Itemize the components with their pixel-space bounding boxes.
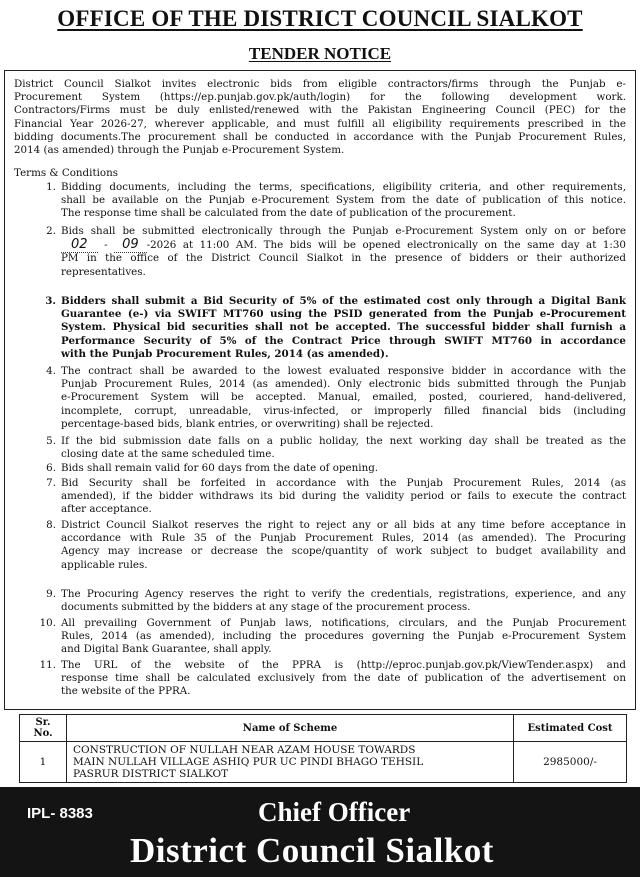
term-line: applicable rules. bbox=[61, 558, 148, 571]
term-number: 10. bbox=[39, 617, 56, 629]
terms-heading: Terms & Conditions bbox=[14, 167, 118, 179]
page-title: OFFICE OF THE DISTRICT COUNCIL SIALKOT bbox=[57, 6, 583, 31]
term-text bbox=[61, 435, 626, 461]
term-line: shall be available on the Punjab e-Procurement System from the date of publication of this notice. bbox=[61, 194, 626, 207]
term-line: The response time shall be calculated from the date of publication of the procurement. bbox=[61, 207, 516, 220]
term-number: 7. bbox=[46, 477, 56, 489]
term-text bbox=[61, 365, 626, 431]
intro-line: Contractors/Firms must be duly enlisted/renewed with the Pakistan Engineering Council (PEC) for the bbox=[14, 104, 626, 117]
term-text bbox=[61, 181, 626, 221]
table-row bbox=[20, 742, 627, 783]
term-text bbox=[61, 225, 626, 279]
term-line: percentage-based bids, blank entries, or overwriting) shall be rejected. bbox=[61, 417, 434, 430]
term-line: 02 - 09 -2026 at 11:00 AM. The bids will be opened electronically on the same day at 1:30 bbox=[61, 238, 626, 252]
intro-line: bidding documents.The procurement shall be conducted in accordance with the Punjab Procurement Rules, bbox=[14, 130, 626, 143]
term-line-rest: -2026 at 11:00 AM. The bids will be opened electronically on the same day at 1:30 bbox=[146, 239, 626, 252]
officer-title: Chief Officer bbox=[258, 797, 411, 827]
term-line: after acceptance. bbox=[61, 503, 152, 516]
term-line: Bidders shall submit a Bid Security of 5% of the estimated cost only through a Digital Bank bbox=[61, 295, 626, 307]
term-line: If the bid submission date falls on a public holiday, the next working day shall be treated as the bbox=[61, 435, 626, 447]
council-name: District Council Sialkot bbox=[130, 831, 494, 870]
term-line: Performance Security of 5% of the Contract Price through SWIFT MT760 in accordance bbox=[61, 334, 626, 347]
header-sr-label: Sr. No. bbox=[33, 717, 53, 739]
cell-scheme-name bbox=[67, 742, 514, 783]
scheme-line: PASRUR DISTRICT SIALKOT bbox=[73, 768, 229, 780]
footer-band bbox=[0, 787, 640, 877]
term-text bbox=[61, 588, 626, 614]
table-body bbox=[20, 742, 627, 783]
term-line: with the Punjab Procurement Rules, 2014 (as amended). bbox=[61, 347, 389, 360]
term-line: Bid Security shall be forfeited in accordance with the Punjab Procurement Rules, 2014 (as bbox=[61, 477, 626, 489]
term-line: Agency may increase or decrease the scope/quantity of work subject to budget availability and bbox=[61, 545, 626, 558]
term-text bbox=[61, 617, 626, 657]
term-line: Rules, 2014 (as amended), including the procedures governing the Punjab e-Procurement System bbox=[61, 630, 626, 643]
term-number: 11. bbox=[39, 659, 56, 671]
intro-line: Financial Year 2026-27, wherever applicable, and must fulfill all eligibility requirements prescribed in the bbox=[14, 117, 626, 130]
term-number: 5. bbox=[46, 435, 56, 447]
term-line: documents submitted by the bidders at any stage of the procurement process. bbox=[61, 601, 471, 614]
term-line: The Procuring Agency reserves the right to verify the credentials, registrations, experience, and any bbox=[61, 588, 626, 600]
header-sr-no bbox=[20, 715, 67, 742]
term-number: 9. bbox=[46, 588, 56, 600]
term-line: closing date at the same scheduled time. bbox=[61, 448, 275, 461]
term-text bbox=[61, 295, 626, 361]
term-number: 4. bbox=[46, 365, 56, 377]
term-text bbox=[61, 659, 626, 699]
term-line: Punjab Procurement Rules, 2014 (as amended). Only electronic bids submitted through the Punjab bbox=[61, 378, 626, 391]
handwritten-month: 09 bbox=[114, 237, 147, 253]
term-line: The URL of the website of the PPRA is (http://eproc.punjab.gov.pk/ViewTender.aspx) and bbox=[61, 659, 626, 671]
term-line: e-Procurement System will be accepted. Manual, emailed, posted, couriered, hand-delivered, bbox=[61, 391, 626, 404]
term-line: Bidding documents, including the terms, specifications, eligibility criteria, and other requirements, bbox=[61, 181, 626, 193]
term-line: All prevailing Government of Punjab laws, notifications, circulars, and the Punjab Procurement bbox=[61, 617, 626, 629]
term-line: incomplete, corrupt, unreadable, virus-infected, or improperly filled financial bids (including bbox=[61, 404, 626, 417]
intro-paragraph bbox=[14, 78, 626, 157]
ipl-code: IPL- 8383 bbox=[27, 805, 93, 822]
cell-sr-no: 1 bbox=[20, 742, 67, 783]
term-line: and Digital Bank Guarantee, shall apply. bbox=[61, 643, 272, 656]
table-header-row bbox=[20, 715, 627, 742]
header-scheme-name: Name of Scheme bbox=[67, 715, 514, 742]
term-text bbox=[61, 477, 626, 517]
cell-estimated-cost: 2985000/- bbox=[514, 742, 627, 783]
scheme-table bbox=[19, 714, 627, 783]
term-line: the website of the PPRA. bbox=[61, 685, 191, 698]
term-line: Bids shall remain valid for 60 days from the date of opening. bbox=[61, 462, 379, 474]
term-line: System. Physical bid securities shall not be accepted. The successful bidder shall furnish a bbox=[61, 321, 626, 334]
intro-line: District Council Sialkot invites electronic bids from eligible contractors/firms through the Punjab e- bbox=[14, 78, 626, 90]
scheme-line: MAIN NULLAH VILLAGE ASHIQ PUR UC PINDI BHAGO TEHSIL bbox=[73, 756, 424, 768]
term-line: District Council Sialkot reserves the right to reject any or all bids at any time before acceptance in bbox=[61, 519, 626, 531]
term-text bbox=[61, 519, 626, 572]
term-line: The contract shall be awarded to the lowest evaluated responsive bidder in accordance with the bbox=[61, 365, 626, 377]
term-line: amended), if the bidder withdraws its bid during the validity period or fails to execute the contract bbox=[61, 490, 626, 503]
term-line: accordance with Rule 35 of the Punjab Procurement Rules, 2014 (as amended). The Procuring bbox=[61, 532, 626, 545]
term-line: response time shall be calculated exclusively from the date of publication of the advertisement on bbox=[61, 672, 626, 685]
scheme-line: CONSTRUCTION OF NULLAH NEAR AZAM HOUSE TOWARDS bbox=[73, 744, 416, 756]
term-line: Bids shall be submitted electronically through the Punjab e-Procurement System only on or before bbox=[61, 225, 626, 237]
term-number: 1. bbox=[46, 181, 56, 193]
intro-line: 2014 (as amended) through the Punjab e-Procurement System. bbox=[14, 144, 345, 157]
term-number: 3. bbox=[45, 295, 56, 307]
term-line: PM in the office of the District Council Sialkot in the presence of bidders or their authorized bbox=[61, 252, 626, 265]
term-text bbox=[61, 462, 626, 475]
handwritten-day: 02 bbox=[61, 237, 98, 253]
intro-line: Procurement System (https://ep.punjab.gov.pk/auth/login) for the following development work. bbox=[14, 91, 626, 104]
term-number: 2. bbox=[46, 225, 56, 237]
header-estimated-cost: Estimated Cost bbox=[514, 715, 627, 742]
term-number: 6. bbox=[46, 462, 56, 474]
term-number: 8. bbox=[46, 519, 56, 531]
page-subtitle: TENDER NOTICE bbox=[248, 44, 392, 63]
term-line: representatives. bbox=[61, 265, 146, 278]
term-line: Guarantee (e-) via SWIFT MT760 using the PSID generated from the Punjab e-Procurement bbox=[61, 308, 626, 321]
